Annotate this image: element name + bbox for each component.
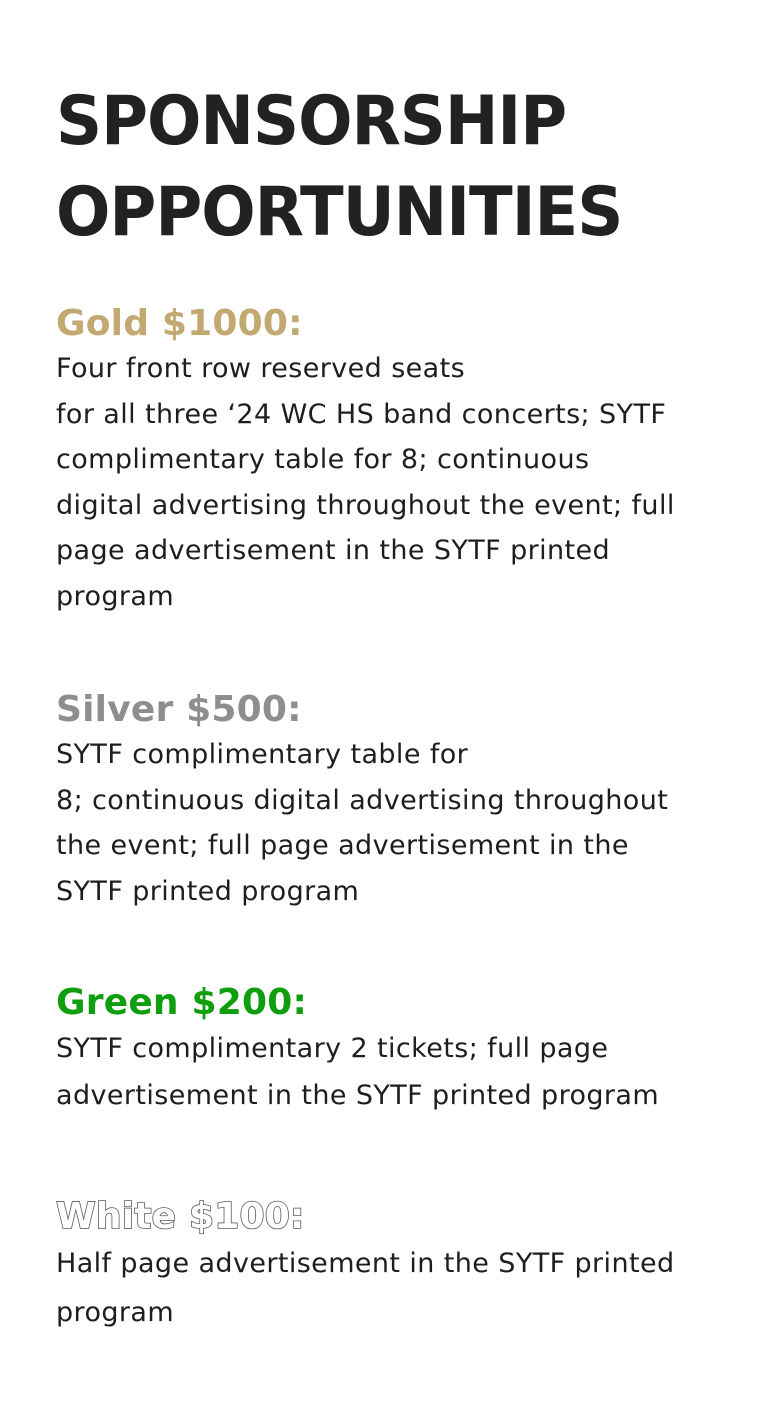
page-title-line-2: OPPORTUNITIES	[56, 173, 623, 252]
tier-silver	[56, 688, 756, 914]
tier-white-heading: White $100:	[56, 1196, 305, 1237]
tier-green	[56, 981, 756, 1119]
tier-gold-line: program	[56, 580, 175, 612]
tier-silver-line: SYTF printed program	[56, 875, 360, 907]
tier-silver-line: SYTF complimentary table for	[56, 739, 469, 770]
page-title-line-1: SPONSORSHIP	[56, 82, 567, 161]
tier-white	[56, 1195, 756, 1337]
tier-gold-description	[56, 346, 756, 619]
tier-gold-line: digital advertising throughout the event; full	[56, 489, 675, 521]
tier-green-line: SYTF complimentary 2 tickets; full page	[56, 1033, 609, 1064]
tier-gold-line: page advertisement in the SYTF printed	[56, 535, 611, 566]
tier-green-description	[56, 1025, 756, 1119]
tier-gold-line: complimentary table for 8; continuous	[56, 444, 590, 475]
tier-gold	[56, 302, 756, 619]
tier-silver-line: 8; continuous digital advertising throughout	[56, 784, 669, 816]
tier-silver-heading: Silver $500:	[56, 689, 302, 730]
tier-gold-line: for all three ‘24 WC HS band concerts; SYTF	[56, 398, 667, 430]
tier-white-line: program	[56, 1297, 175, 1328]
tier-silver-description	[56, 732, 756, 914]
tier-green-line: advertisement in the SYTF printed program	[56, 1080, 660, 1111]
tier-green-heading: Green $200:	[56, 982, 308, 1023]
tier-white-description	[56, 1239, 756, 1337]
tier-gold-line: Four front row reserved seats	[56, 353, 466, 384]
page-title	[56, 76, 622, 258]
tier-white-line: Half page advertisement in the SYTF printed	[56, 1248, 675, 1279]
tier-gold-heading: Gold $1000:	[56, 303, 303, 344]
tier-silver-line: the event; full page advertisement in the	[56, 830, 629, 861]
